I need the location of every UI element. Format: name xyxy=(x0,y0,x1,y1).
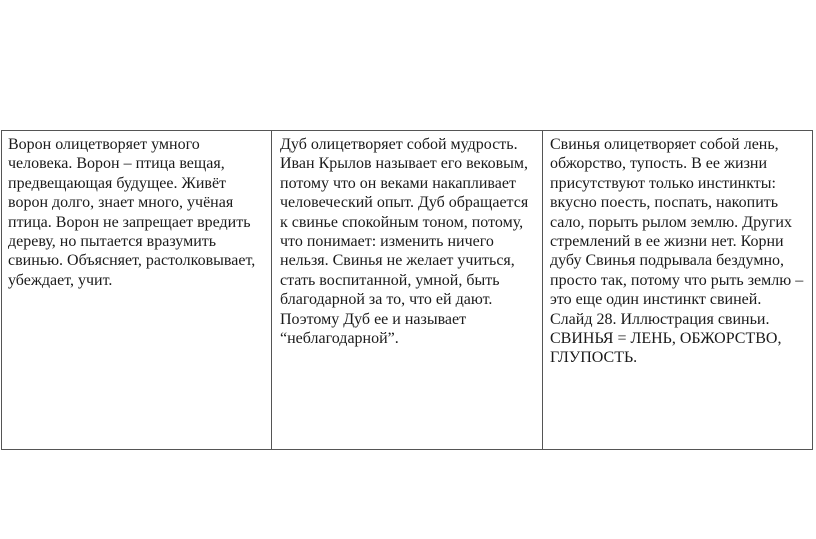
oak-line-10: Поэтому Дуб ее и называет xyxy=(280,310,467,328)
pig-line-3: присутствуют только инстинкты: xyxy=(550,174,776,192)
pig-line-8: просто так, потому что рыть землю – xyxy=(550,271,804,289)
pig-line-11: СВИНЬЯ = ЛЕНЬ, ОБЖОРСТВО, xyxy=(550,330,782,348)
pig-line-1: Свинья олицетворяет собой лень, xyxy=(550,136,779,153)
oak-line-8: стать воспитанной, умной, быть xyxy=(280,271,500,289)
raven-line-7: свинью. Объясняет, растолковывает, xyxy=(8,252,256,270)
oak-line-7: нельзя. Свинья не желает учиться, xyxy=(280,252,515,270)
table-cell-pig xyxy=(543,131,812,449)
pig-line-2: обжорство, тупость. В ее жизни xyxy=(550,155,768,173)
pig-line-9: это еще один инстинкт свиней. xyxy=(550,291,762,309)
raven-line-4: ворон долго, знает много, учёная xyxy=(8,194,234,212)
raven-line-8: убеждает, учит. xyxy=(8,271,113,289)
table-cell-raven xyxy=(2,131,272,449)
pig-line-12: ГЛУПОСТЬ. xyxy=(550,349,638,367)
oak-line-3: потому что он веками накапливает xyxy=(280,174,516,192)
oak-line-4: человеческий опыт. Дуб обращается xyxy=(280,194,529,212)
raven-line-5: птица. Ворон не запрещает вредить xyxy=(8,213,251,231)
oak-line-6: что понимает: изменить ничего xyxy=(280,233,494,251)
raven-line-2: человека. Ворон – птица вещая, xyxy=(8,155,225,173)
comparison-table xyxy=(1,130,813,450)
oak-line-2: Иван Крылов называет его вековым, xyxy=(280,155,529,173)
pig-line-5: сало, порыть рылом землю. Других xyxy=(550,213,792,231)
table-cell-oak xyxy=(272,131,543,449)
pig-line-4: вкусно поесть, поспать, накопить xyxy=(550,194,779,212)
oak-line-1: Дуб олицетворяет собой мудрость. xyxy=(280,136,518,153)
pig-line-6: стремлений в ее жизни нет. Корни xyxy=(550,233,784,251)
oak-line-5: к свинье спокойным тоном, потому, xyxy=(280,213,524,231)
oak-line-11: “неблагодарной”. xyxy=(280,330,399,348)
pig-line-7: дубу Свинья подрывала бездумно, xyxy=(550,252,785,270)
pig-line-10: Слайд 28. Иллюстрация свиньи. xyxy=(550,310,770,328)
raven-line-3: предвещающая будущее. Живёт xyxy=(8,174,227,192)
oak-line-9: благодарной за то, что ей дают. xyxy=(280,291,493,309)
raven-line-6: дереву, но пытается вразумить xyxy=(8,233,217,251)
raven-line-1: Ворон олицетворяет умного xyxy=(8,136,200,153)
